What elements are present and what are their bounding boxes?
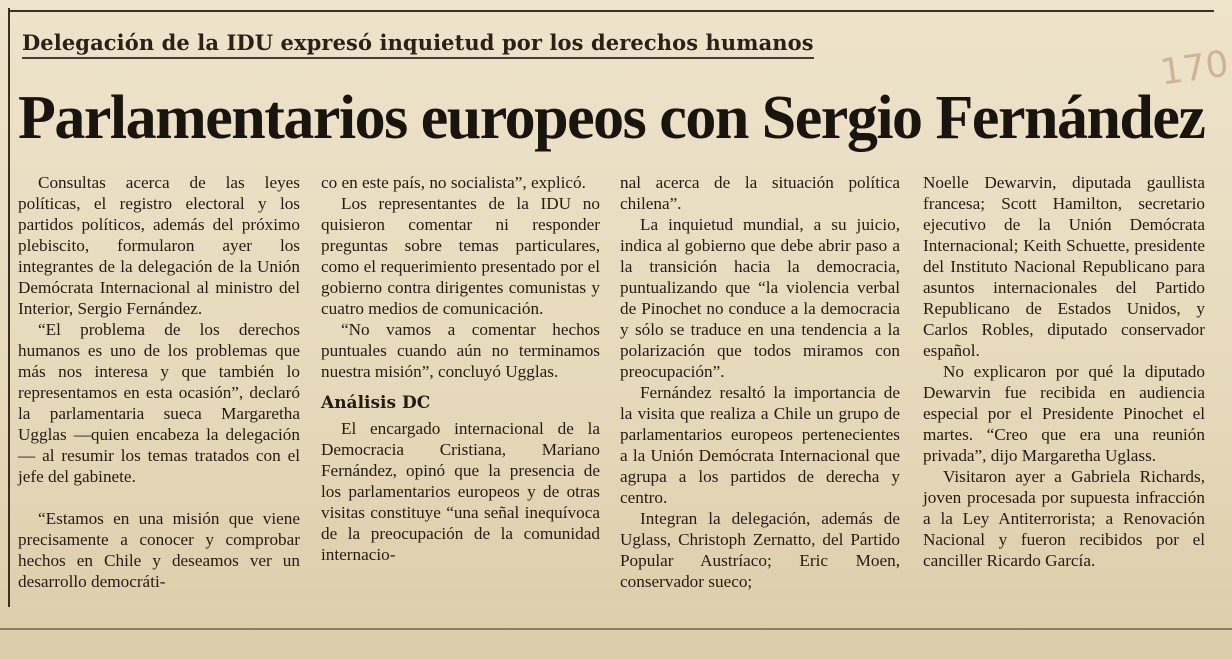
paragraph: co en este país, no socialista”, explicó. bbox=[321, 173, 586, 192]
kicker: Delegación de la IDU expresó inquietud por los derechos humanos bbox=[22, 30, 814, 59]
paragraph: nal acerca de la situación política chilena”. bbox=[620, 173, 900, 213]
subheading: Análisis DC bbox=[321, 393, 431, 413]
paragraph: Consultas acerca de las leyes políticas, el registro electoral y los partidos políticos, además del próximo plebiscito, formularon ayer los integrantes de la delegación de la Unión Demócrata Internacional al ministro del Interior, Sergio Fernández. bbox=[18, 173, 300, 318]
paragraph: Los representantes de la IDU no quisieron comentar ni responder preguntas sobre temas particulares, como el requerimiento presentado por el gobierno contra dirigentes comunistas y cuatro medios de comunicación. bbox=[321, 194, 600, 318]
paragraph: Integran la delegación, además de Uglass, Christoph Zernatto, del Partido Popular Austríaco; Eric Moen, conservador sueco; bbox=[620, 509, 900, 591]
paragraph: “No vamos a comentar hechos puntuales cuando aún no terminamos nuestra misión”, concluyó Ugglas. bbox=[321, 320, 600, 381]
column-4 bbox=[923, 172, 1205, 571]
paragraph: Noelle Dewarvin, diputada gaullista francesa; Scott Hamilton, secretario ejecutivo de la Unión Demócrata Internacional; Keith Schuette, presidente del Instituto Nacional Republicano para asuntos internacionales del Partido Republicano de Estados Unidos, y Carlos Robles, diputado conservador español. bbox=[923, 173, 1205, 360]
paragraph: Fernández resaltó la importancia de la visita que realiza a Chile un grupo de parlamentarios europeos pertenecientes a la Unión Demócrata Internacional que agrupa a los partidos de derecha y centro. bbox=[620, 383, 900, 507]
paragraph: “El problema de los derechos humanos es uno de los problemas que más nos interesa y que también lo representamos en esta ocasión”, declaró la parlamentaria sueca Margaretha Ugglas —quien encabeza la delegación— al resumir los temas tratados con el jefe del gabinete. bbox=[18, 320, 300, 486]
article-body bbox=[0, 172, 1232, 624]
top-rule bbox=[10, 10, 1214, 12]
paragraph: La inquietud mundial, a su juicio, indica al gobierno que debe abrir paso a la transición hacia la democracia, puntualizando que “la violencia verbal de Pinochet no conduce a la democracia y sólo se traduce en una tendencia a la polarización que todos miramos con preocupación”. bbox=[620, 215, 900, 381]
paragraph: No explicaron por qué la diputado Dewarvin fue recibida en audiencia especial por el Presidente Pinochet el martes. “Creo que era una reunión privada”, dijo Margaretha Uglass. bbox=[923, 362, 1205, 465]
handwritten-annotation: 170 bbox=[1157, 43, 1232, 94]
column-2 bbox=[321, 172, 600, 565]
paragraph: Visitaron ayer a Gabriela Richards, joven procesada por supuesta infracción a la Ley Antiterrorista; a Renovación Nacional y fueron recibidos por el canciller Ricardo García. bbox=[923, 467, 1205, 570]
paragraph: “Estamos en una misión que viene precisamente a conocer y comprobar hechos en Chile y deseamos ver un desarrollo democráti- bbox=[18, 509, 300, 591]
column-3 bbox=[620, 172, 900, 592]
headline: Parlamentarios europeos con Sergio Fernández bbox=[18, 84, 1205, 152]
paragraph: El encargado internacional de la Democracia Cristiana, Mariano Fernández, opinó que la presencia de los parlamentarios europeos y de otras visitas constituye “una señal inequívoca de la preocupación de la comunidad internacio- bbox=[321, 419, 600, 564]
bottom-rule bbox=[0, 628, 1232, 630]
column-1 bbox=[18, 172, 300, 592]
